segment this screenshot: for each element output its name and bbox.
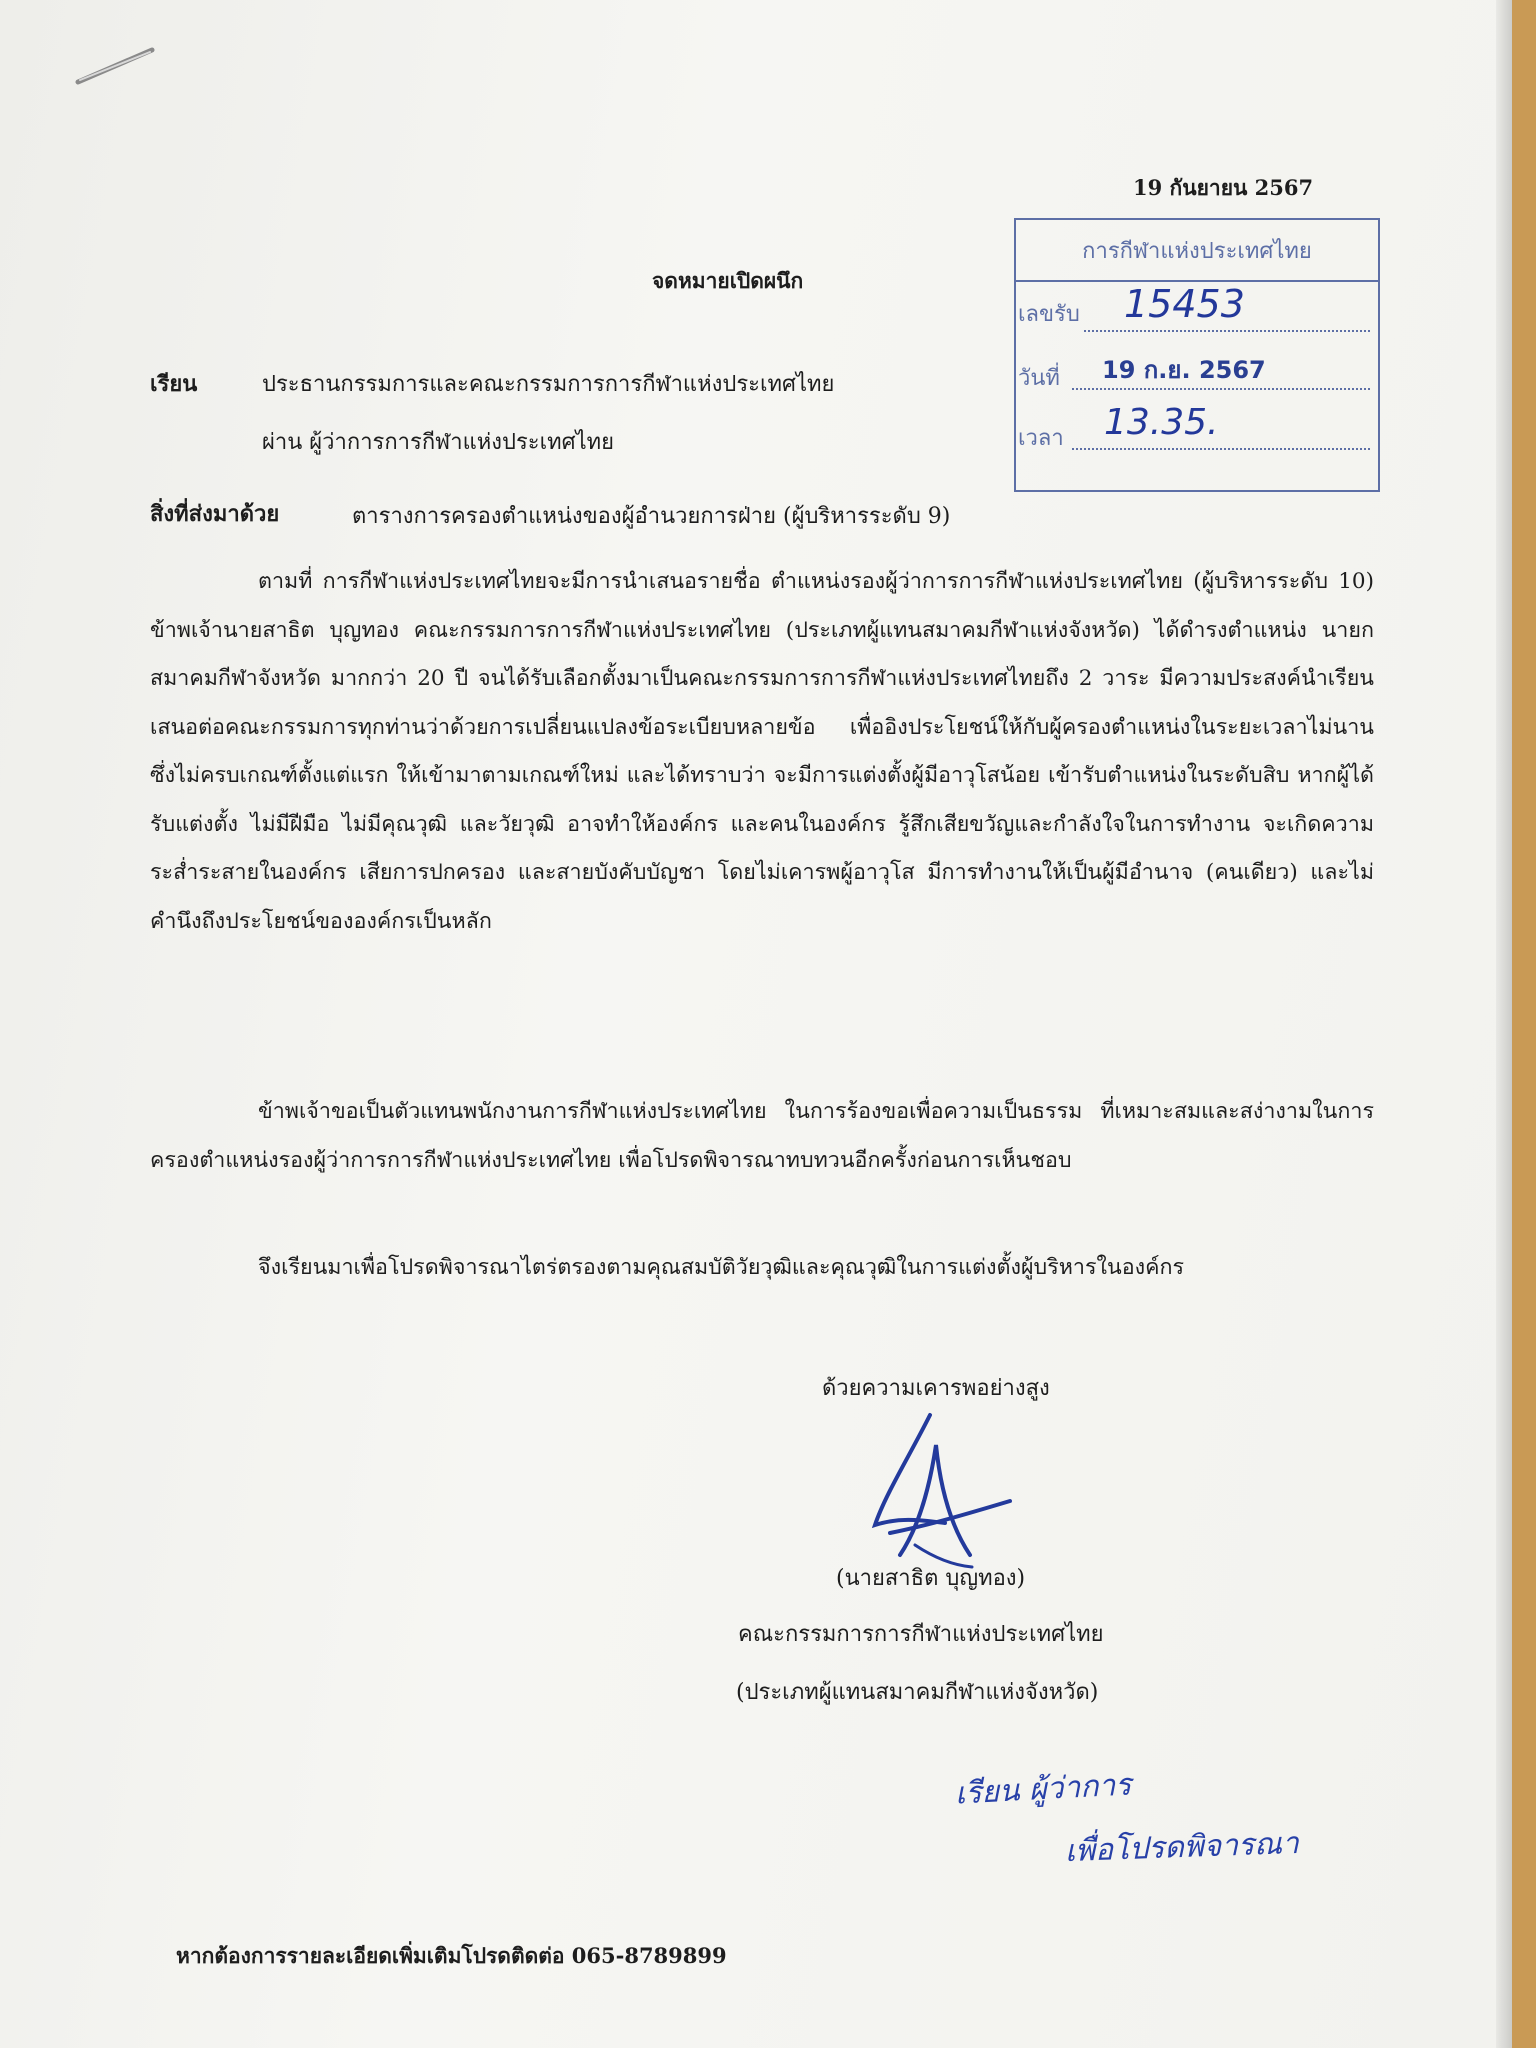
signature-drawing (860, 1405, 1020, 1575)
page-edge-shadow (1496, 0, 1512, 2048)
body-paragraph-2 (150, 1088, 1374, 1185)
salutation-line-1: ประธานกรรมการและคณะกรรมการการกีฬาแห่งประเทศไทย (262, 372, 835, 397)
letter-date: 19 กันยายน 2567 (1133, 175, 1314, 200)
signer-category: (ประเภทผู้แทนสมาคมกีฬาแห่งจังหวัด) (736, 1680, 1099, 1705)
stamp-dotted-line (1084, 330, 1370, 332)
stamp-time-value: 13.35. (1104, 402, 1219, 443)
handwritten-note-line-2: เพื่อโปรดพิจารณา (1064, 1825, 1300, 1870)
receipt-stamp (1014, 218, 1380, 492)
salutation-label: เรียน (150, 371, 198, 397)
stamp-org: การกีฬาแห่งประเทศไทย (1016, 220, 1378, 282)
body-paragraph-2-text: ข้าพเจ้าขอเป็นตัวแทนพนักงานการกีฬาแห่งประเทศไทย ในการร้องขอเพื่อความเป็นธรรม ที่เหมาะสมและสง่างามในการครองตำแหน่งรองผู้ว่าการการกีฬาแห่งประเทศไทย เพื่อโปรดพิจารณาทบทวนอีกครั้งก่อนการเห็นชอบ (150, 1099, 1374, 1173)
body-paragraph-3-text: จึงเรียนมาเพื่อโปรดพิจารณาไตร่ตรองตามคุณสมบัติวัยวุฒิและคุณวุฒิในการแต่งตั้งผู้บริหารในองค์กร (258, 1255, 1185, 1280)
stamp-receipt-value: 15453 (1124, 282, 1245, 326)
stamp-time-label: เวลา (1018, 426, 1064, 451)
enclosure-label: สิ่งที่ส่งมาด้วย (150, 501, 280, 527)
handwritten-note-line-1: เรียน ผู้ว่าการ (954, 1767, 1133, 1812)
closing-text: ด้วยความเคารพอย่างสูง (822, 1376, 1050, 1401)
footer-contact: หากต้องการรายละเอียดเพิ่มเติมโปรดติดต่อ 065-8789899 (176, 1943, 727, 1968)
body-paragraph-1-text: ตามที่ การกีฬาแห่งประเทศไทยจะมีการนำเสนอรายชื่อ ตำแหน่งรองผู้ว่าการการกีฬาแห่งประเทศไทย (ผู้บริหารระดับ 10) ข้าพเจ้านายสาธิต บุญทอง คณะกรรมการการกีฬาแห่งประเทศไทย (ประเภทผู้แทนสมาคมกีฬาแห่งจังหวัด) ได้ดำรงตำแหน่ง นายกสมาคมกีฬาจังหวัด มากกว่า 20 ปี จนได้รับเลือกตั้งมาเป็นคณะกรรมการการกีฬาแห่งประเทศไทยถึง 2 วาระ มีความประสงค์นำเรียน เสนอต่อคณะกรรมการทุกท่านว่าด้วยการเปลี่ยนแปลงข้อระเบียบหลายข้อ เพื่ออิงประโยชน์ให้กับผู้ครองตำแหน่งในระยะเวลาไม่นาน ซึ่งไม่ครบเกณฑ์ตั้งแต่แรก ให้เข้ามาตามเกณฑ์ใหม่ และได้ทราบว่า จะมีการแต่งตั้งผู้มีอาวุโสน้อย เข้ารับตำแหน่งในระดับสิบ หากผู้ได้รับแต่งตั้ง ไม่มีฝีมือ ไม่มีคุณวุฒิ และวัยวุฒิ อาจทำให้องค์กร และคนในองค์กร รู้สึกเสียขวัญและกำลังใจในการทำงาน จะเกิดความระส่ำระสายในองค์กร เสียการปกครอง และสายบังคับบัญชา โดยไม่เคารพผู้อาวุโส มีการทำงานให้เป็นผู้มีอำนาจ (คนเดียว) และไม่คำนึงถึงประโยชน์ขององค์กรเป็นหลัก (150, 569, 1374, 934)
signer-position: คณะกรรมการการกีฬาแห่งประเทศไทย (738, 1622, 1104, 1647)
signer-name: (นายสาธิต บุญทอง) (836, 1566, 1026, 1591)
staple-mark (70, 40, 160, 90)
body-paragraph-1 (150, 558, 1374, 946)
enclosure-text: ตารางการครองตำแหน่งของผู้อำนวยการฝ่าย (ผู้บริหารระดับ 9) (352, 504, 951, 529)
stamp-dotted-line (1072, 448, 1370, 450)
stamp-date-label: วันที่ (1018, 366, 1060, 391)
stamp-receipt-label: เลขรับ (1018, 302, 1080, 327)
letter-title: จดหมายเปิดผนึก (652, 268, 804, 293)
salutation-line-2: ผ่าน ผู้ว่าการการกีฬาแห่งประเทศไทย (262, 430, 615, 455)
body-paragraph-3 (150, 1244, 1374, 1293)
stamp-date-value: 19 ก.ย. 2567 (1102, 356, 1266, 384)
